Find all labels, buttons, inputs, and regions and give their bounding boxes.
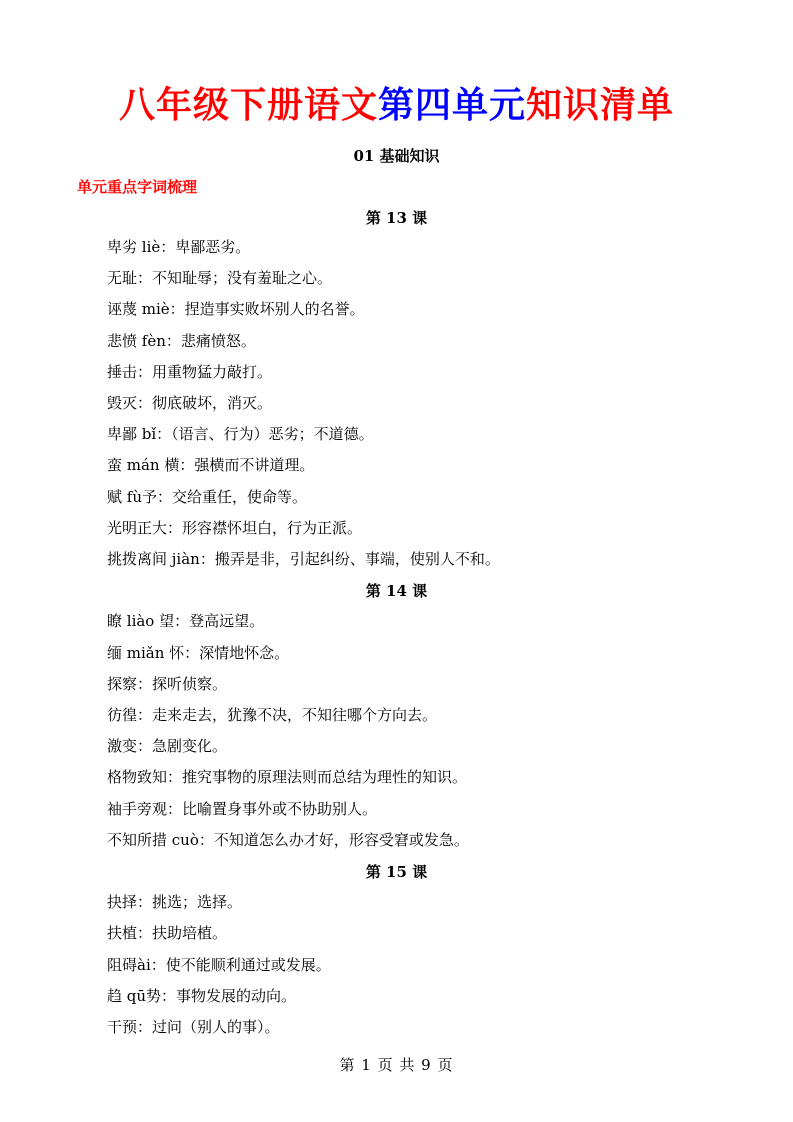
vocab-entry: 瞭 liào 望：登高远望。 (107, 612, 265, 630)
vocab-entry: 阻碍ài：使不能顺利通过或发展。 (107, 956, 331, 974)
vocab-entry: 捶击：用重物猛力敲打。 (107, 363, 273, 381)
title-part-unit: 第四单元 (377, 85, 526, 126)
vocab-entry: 格物致知：推究事物的原理法则而总结为理性的知识。 (107, 768, 468, 786)
vocab-entry: 缅 miǎn 怀：深情地怀念。 (107, 644, 290, 662)
vocab-entry: 趋 qū势：事物发展的动向。 (107, 987, 297, 1005)
vocab-entry: 激变：急剧变化。 (107, 737, 228, 755)
vocab-entry: 扶植：扶助培植。 (107, 924, 228, 942)
vocab-entry: 赋 fù予：交给重任，使命等。 (107, 488, 307, 506)
vocab-entry: 诬蔑 miè：捏造事实败坏别人的名誉。 (107, 300, 365, 318)
vocab-entry: 干预：过问（别人的事）。 (107, 1018, 280, 1036)
lesson-heading: 第 13 课 (365, 209, 428, 227)
lesson-heading: 第 15 课 (365, 863, 428, 881)
vocab-entry: 探察：探听侦察。 (107, 675, 228, 693)
vocab-entry: 不知所措 cuò：不知道怎么办才好，形容受窘或发急。 (107, 831, 469, 849)
vocab-entry: 卑劣 liè：卑鄙恶劣。 (107, 238, 251, 256)
vocab-entry: 抉择：挑选；选择。 (107, 893, 243, 911)
vocab-entry: 无耻：不知耻辱；没有羞耻之心。 (107, 269, 333, 287)
page-title (0, 82, 793, 130)
vocab-entry: 光明正大：形容襟怀坦白，行为正派。 (107, 519, 363, 537)
unit-heading: 单元重点字词梳理 (77, 178, 198, 196)
page-footer: 第 1 页 共 9 页 (339, 1056, 454, 1074)
vocab-entry: 卑鄙 bǐ：（语言、行为）恶劣；不道德。 (107, 425, 374, 443)
title-part-list: 知识清单 (526, 85, 675, 126)
vocab-entry: 蛮 mán 横：强横而不讲道理。 (107, 456, 315, 474)
vocab-entry: 悲愤 fèn：悲痛愤怒。 (107, 332, 256, 350)
vocab-entry: 彷徨：走来走去，犹豫不决，不知往哪个方向去。 (107, 706, 438, 724)
vocab-entry: 毁灭：彻底破坏，消灭。 (107, 394, 273, 412)
vocab-entry: 挑拨离间 jiàn：搬弄是非，引起纠纷、事端，使别人不和。 (107, 550, 500, 568)
title-part-grade: 八年级下册语文 (118, 85, 378, 126)
vocab-entry: 袖手旁观：比喻置身事外或不协助别人。 (107, 800, 378, 818)
section-heading: 01 基础知识 (353, 147, 440, 165)
lesson-heading: 第 14 课 (365, 582, 428, 600)
